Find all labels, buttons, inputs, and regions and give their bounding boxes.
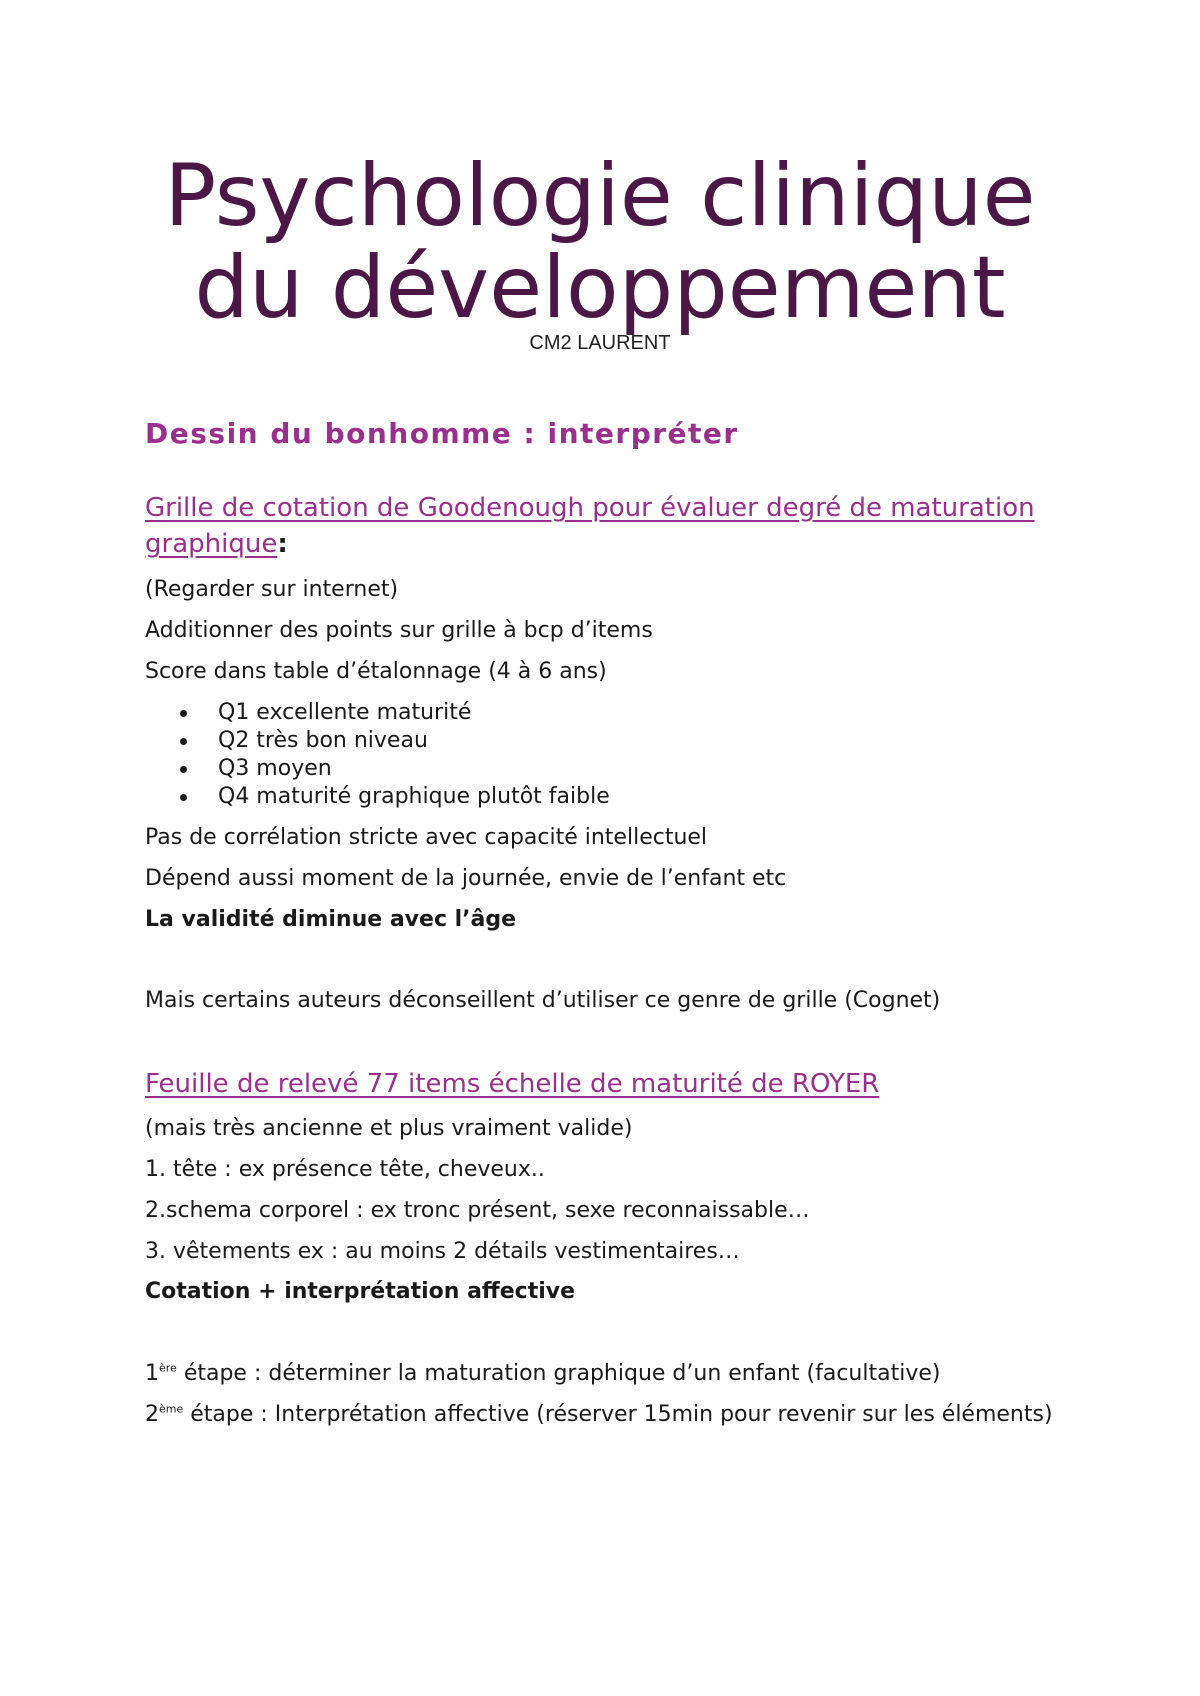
bullet-icon bbox=[180, 766, 187, 773]
step-number: 1 bbox=[145, 1361, 159, 1386]
goodenough-heading-text: Grille de cotation de Goodenough pour évaluer degré de maturation graphique bbox=[145, 493, 1035, 559]
step-ordinal: ème bbox=[159, 1402, 184, 1416]
list-item bbox=[145, 755, 610, 783]
list-item-text: Q1 excellente maturité bbox=[218, 700, 472, 725]
paragraph: Additionner des points sur grille à bcp d’items bbox=[145, 618, 653, 643]
paragraph: 3. vêtements ex : au moins 2 détails vestimentaires… bbox=[145, 1239, 740, 1264]
paragraph: (Regarder sur internet) bbox=[145, 577, 399, 602]
step-2 bbox=[145, 1401, 1053, 1429]
section-heading: Dessin du bonhomme : interpréter bbox=[145, 417, 739, 450]
step-text: étape : déterminer la maturation graphique d’un enfant (facultative) bbox=[176, 1361, 941, 1386]
list-item-text: Q4 maturité graphique plutôt faible bbox=[218, 784, 610, 809]
paragraph: (mais très ancienne et plus vraiment valide) bbox=[145, 1116, 633, 1141]
step-1 bbox=[145, 1360, 940, 1388]
list-item bbox=[145, 699, 610, 727]
bullet-icon bbox=[180, 794, 187, 801]
quartile-list bbox=[145, 699, 610, 811]
list-item-text: Q2 très bon niveau bbox=[218, 728, 428, 753]
step-text: étape : Interprétation affective (réserver 15min pour revenir sur les éléments) bbox=[183, 1402, 1053, 1427]
paragraph: Mais certains auteurs déconseillent d’utiliser ce genre de grille (Cognet) bbox=[145, 988, 941, 1013]
goodenough-heading-colon: : bbox=[277, 529, 288, 559]
paragraph: Score dans table d’étalonnage (4 à 6 ans) bbox=[145, 659, 607, 684]
bullet-icon bbox=[180, 738, 187, 745]
bullet-icon bbox=[180, 710, 187, 717]
paragraph: Pas de corrélation stricte avec capacité intellectuel bbox=[145, 825, 708, 850]
bold-paragraph: Cotation + interprétation affective bbox=[145, 1279, 576, 1304]
royer-heading: Feuille de relevé 77 items échelle de maturité de ROYER bbox=[145, 1069, 880, 1099]
paragraph: 2.schema corporel : ex tronc présent, sexe reconnaissable… bbox=[145, 1198, 810, 1223]
step-number: 2 bbox=[145, 1402, 159, 1427]
list-item-text: Q3 moyen bbox=[218, 756, 332, 781]
paragraph: 1. tête : ex présence tête, cheveux.. bbox=[145, 1157, 545, 1182]
title-line-1: Psychologie clinique bbox=[164, 146, 1036, 246]
list-item bbox=[145, 727, 610, 755]
bold-paragraph: La validité diminue avec l’âge bbox=[145, 907, 517, 932]
list-item bbox=[145, 783, 610, 811]
step-ordinal: ère bbox=[159, 1361, 177, 1375]
title-line-2: du développement bbox=[194, 238, 1006, 338]
goodenough-heading bbox=[145, 490, 1075, 562]
document-subtitle: CM2 LAURENT bbox=[529, 332, 671, 354]
paragraph: Dépend aussi moment de la journée, envie de l’enfant etc bbox=[145, 866, 787, 891]
document-title bbox=[0, 146, 1200, 338]
